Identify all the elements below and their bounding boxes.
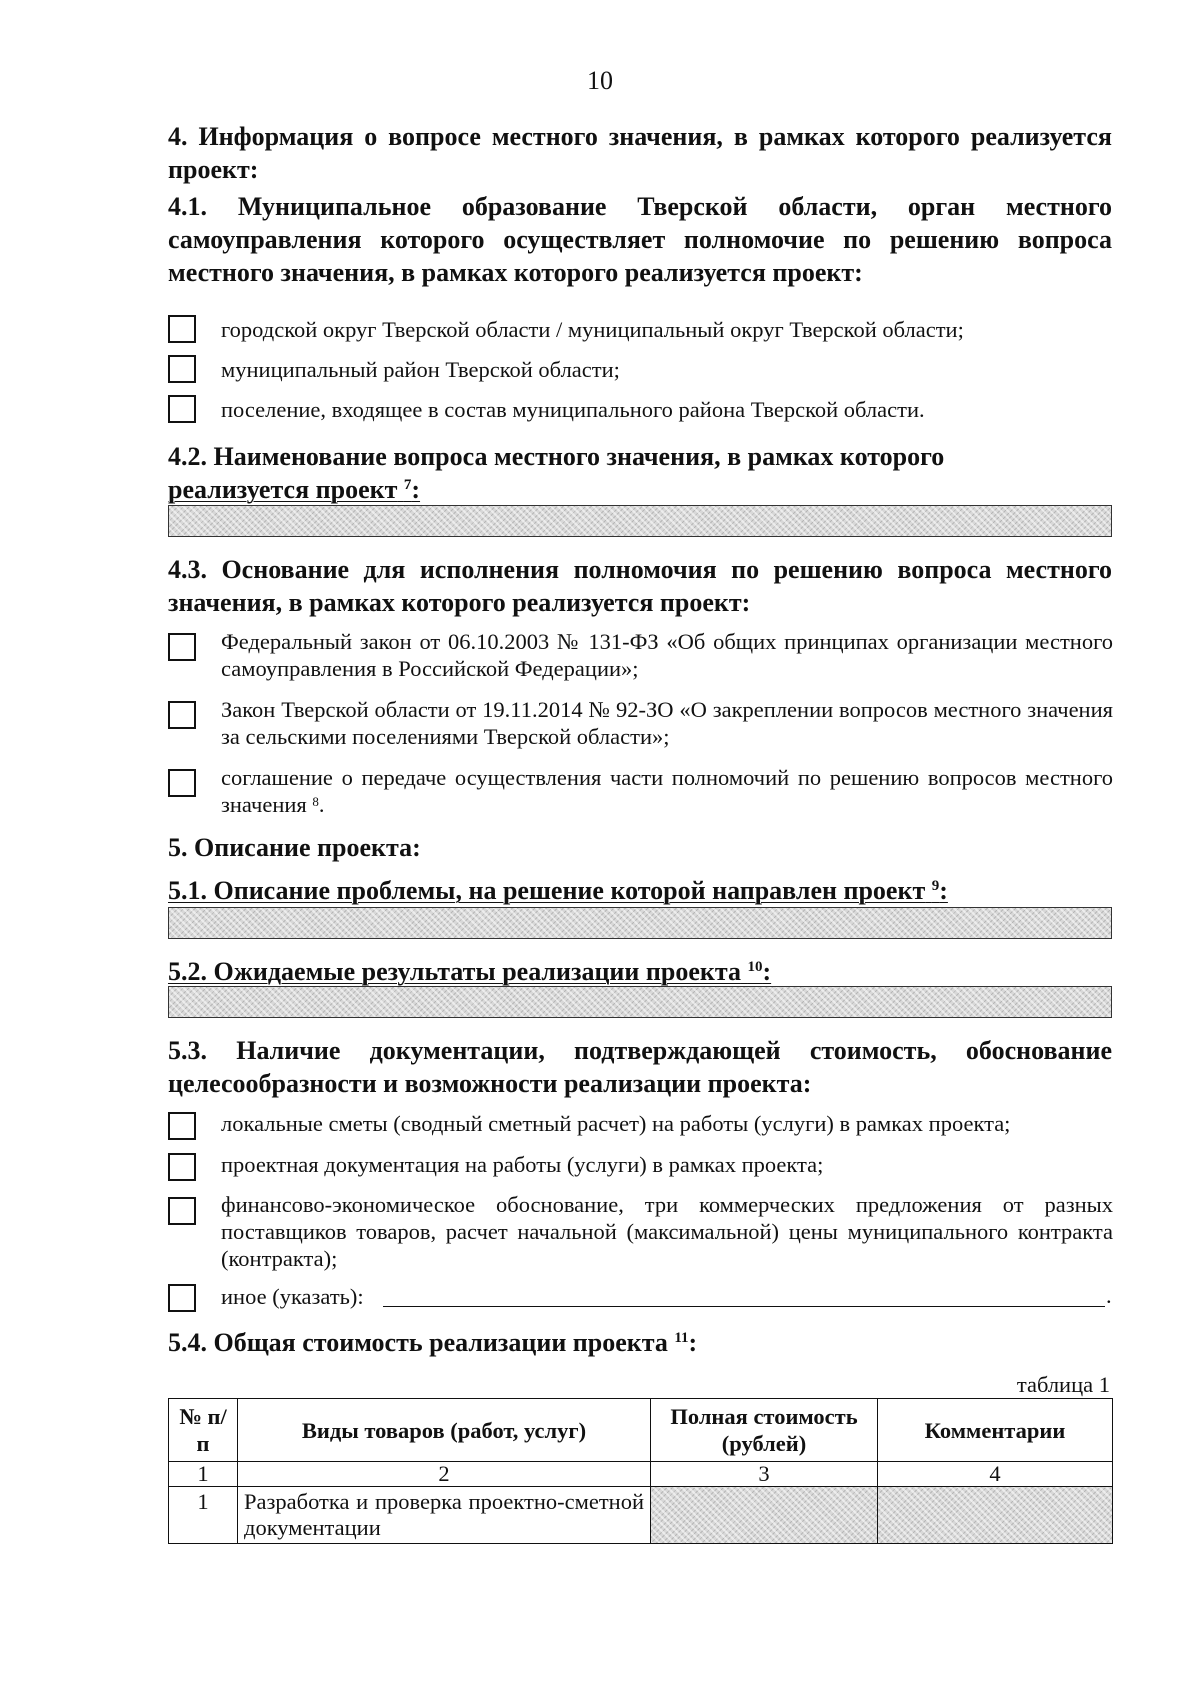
section-5-2-heading [168, 955, 1112, 988]
option-municipal-district-label: муниципальный район Тверской области; [221, 357, 620, 382]
footnote-7: 7 [403, 477, 412, 493]
option-federal-law-label: Федеральный закон от 06.10.2003 № 131-ФЗ «Об общих принципах организации местного самоуправления в Российской Федерации»; [221, 629, 1113, 681]
row-comment-field[interactable] [878, 1487, 1113, 1544]
table-column-numbers-row [169, 1462, 1113, 1487]
header-number: № п/п [169, 1399, 238, 1462]
section-5-4-colon: : [688, 1328, 698, 1357]
row-cost-field[interactable] [651, 1487, 878, 1544]
option-agreement-end: . [318, 792, 325, 817]
checkbox-financial-justification[interactable] [168, 1197, 196, 1225]
checkbox-other[interactable] [168, 1284, 196, 1312]
section-5-1-colon: : [939, 876, 948, 905]
row-item-description: Разработка и проверка проектно-сметной документации [238, 1487, 651, 1544]
table-caption: таблица 1 [1016, 1372, 1110, 1397]
local-issue-name-field[interactable] [168, 505, 1112, 537]
project-cost-table [168, 1398, 1113, 1544]
column-number-2: 2 [238, 1462, 651, 1487]
section-4-2-heading [168, 440, 1112, 506]
section-4-3-heading: 4.3. Основание для исполнения полномочия по решению вопроса местного значения, в рамках которого реализуется проект: [168, 555, 1112, 617]
checkbox-project-documentation[interactable] [168, 1153, 196, 1181]
section-5-heading: 5. Описание проекта: [168, 833, 421, 862]
section-5-1-heading-underlined [168, 876, 948, 905]
section-4-2-heading-text: реализуется проект [168, 475, 398, 504]
section-5-3-heading: 5.3. Наличие документации, подтверждающей стоимость, обоснование целесообразности и возможности реализации проекта: [168, 1036, 1112, 1098]
section-4-heading: 4. Информация о вопросе местного значения, в рамках которого реализуется проект: [168, 122, 1112, 184]
option-settlement-label: поселение, входящее в состав муниципального района Тверской области. [221, 397, 925, 422]
checkbox-municipal-district[interactable] [168, 355, 196, 383]
footnote-9: 9 [931, 878, 940, 894]
option-local-estimates-label: локальные сметы (сводный сметный расчет) на работы (услуги) в рамках проекта; [221, 1111, 1011, 1136]
checkbox-federal-law[interactable] [168, 633, 196, 661]
column-number-4: 4 [878, 1462, 1113, 1487]
option-project-documentation-label: проектная документация на работы (услуги) в рамках проекта; [221, 1152, 824, 1177]
option-financial-justification-label: финансово-экономическое обоснование, три коммерческих предложения от разных поставщиков товаров, расчет начальной (максимальной) цены муниципального контракта (контракта); [221, 1192, 1113, 1271]
column-number-1: 1 [169, 1462, 238, 1487]
header-full-cost: Полная стоимость (рублей) [651, 1399, 878, 1462]
column-number-3: 3 [651, 1462, 878, 1487]
option-agreement-text: соглашение о передаче осуществления части полномочий по решению вопросов местного значения [221, 765, 1113, 817]
checkbox-regional-law[interactable] [168, 701, 196, 729]
section-5-2-heading-underlined [168, 957, 771, 986]
section-5-1-heading-text: 5.1. Описание проблемы, на решение которой направлен проект [168, 876, 926, 905]
checkbox-agreement[interactable] [168, 769, 196, 797]
header-item-type: Виды товаров (работ, услуг) [238, 1399, 651, 1462]
other-specify-input-line[interactable] [383, 1306, 1105, 1307]
row-number: 1 [169, 1487, 238, 1544]
footnote-11: 11 [674, 1330, 689, 1346]
table-row [169, 1487, 1113, 1544]
checkbox-settlement[interactable] [168, 395, 196, 423]
option-regional-law-label: Закон Тверской области от 19.11.2014 № 92-ЗО «О закреплении вопросов местного значения за сельскими поселениями Тверской области»; [221, 697, 1113, 749]
header-comments: Комментарии [878, 1399, 1113, 1462]
page-number: 10 [587, 66, 613, 95]
option-agreement-label [221, 764, 1113, 818]
section-5-2-heading-text: 5.2. Ожидаемые результаты реализации проекта [168, 957, 741, 986]
option-other-label: иное (указать): [221, 1284, 364, 1309]
footnote-10: 10 [747, 959, 763, 975]
section-5-4-heading [168, 1326, 1112, 1359]
section-4-2-heading-line1: 4.2. Наименование вопроса местного значения, в рамках которого [168, 442, 945, 471]
footnote-8: 8 [312, 794, 319, 809]
section-4-2-heading-line2 [168, 475, 420, 504]
section-5-1-heading [168, 874, 1112, 907]
problem-description-field[interactable] [168, 907, 1112, 939]
option-city-district-label: городской округ Тверской области / муниципальный округ Тверской области; [221, 317, 964, 342]
section-5-4-heading-text: 5.4. Общая стоимость реализации проекта [168, 1328, 668, 1357]
section-4-2-colon: : [411, 475, 421, 504]
section-5-2-colon: : [762, 957, 772, 986]
table-header-row [169, 1399, 1113, 1462]
other-line-end-dot: . [1106, 1283, 1112, 1308]
checkbox-local-estimates[interactable] [168, 1112, 196, 1140]
expected-results-field[interactable] [168, 986, 1112, 1018]
checkbox-city-district[interactable] [168, 315, 196, 343]
section-4-1-heading: 4.1. Муниципальное образование Тверской области, орган местного самоуправления которого осуществляет полномочие по решению вопроса местного значения, в рамках которого реализуется проект: [168, 192, 1112, 287]
